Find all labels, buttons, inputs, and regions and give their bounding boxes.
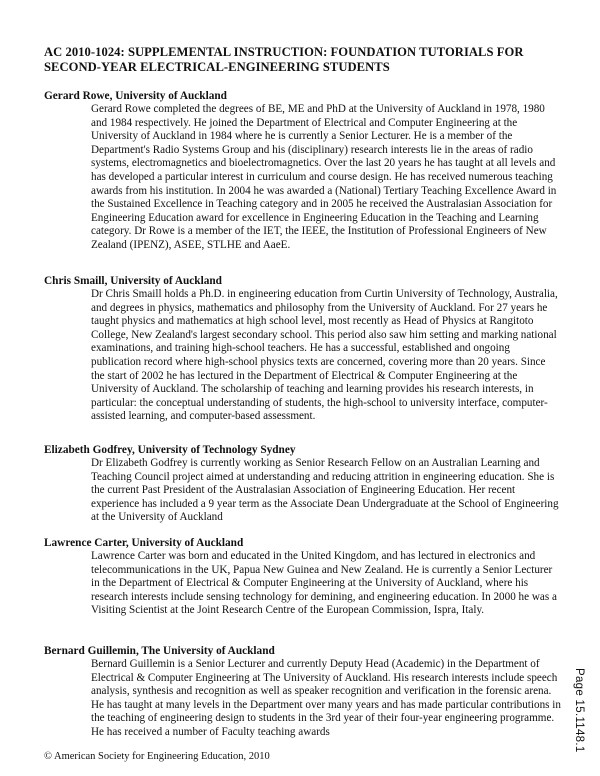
author-block-rowe [44, 89, 564, 253]
author-block-carter [44, 536, 564, 618]
paper-title: AC 2010-1024: SUPPLEMENTAL INSTRUCTION: FOUNDATION TUTORIALS FOR SECOND-YEAR ELECTRICAL-ENGINEERING STUDENTS [44, 45, 524, 74]
author-bio: Dr Elizabeth Godfrey is currently working as Senior Research Fellow on an Australian Learning and Teaching Council project aimed at understanding and reducing attrition in engineering education. She is the current Past President of the Australasian Association of Engineering Education. Her recent experience has included a 9 year term as the Associate Dean Undergraduate at the School of Engineering at the University of Auckland [91, 457, 559, 524]
author-block-smaill [44, 274, 564, 424]
author-block-guillemin [44, 644, 564, 740]
author-name: Chris Smaill, University of Auckland [44, 275, 222, 287]
author-name: Elizabeth Godfrey, University of Technology Sydney [44, 444, 296, 456]
copyright-footer: © American Society for Engineering Education, 2010 [44, 751, 270, 762]
author-name: Gerard Rowe, University of Auckland [44, 90, 227, 102]
author-name: Bernard Guillemin, The University of Auckland [44, 645, 275, 657]
author-bio: Bernard Guillemin is a Senior Lecturer and currently Deputy Head (Academic) in the Department of Electrical & Computer Engineering at The University of Auckland. His research interests include speech analysis, synthesis and recognition as well as speaker recognition and verification in the forensic arena. He has taught at many levels in the Department over many years and has made particular contributions in the teaching of engineering design to students in the 3rd year of their four-year engineering programme. He has received a number of Faculty teaching awards [91, 658, 561, 738]
page-number: Page 15.1148.1 [573, 668, 585, 753]
author-name: Lawrence Carter, University of Auckland [44, 537, 244, 549]
author-bio: Gerard Rowe completed the degrees of BE, ME and PhD at the University of Auckland in 1978, 1980 and 1984 respectively. He joined the Department of Electrical and Computer Engineering at the University of Auckland in 1984 where he is currently a Senior Lecturer. He is a member of the Department's Radio Systems Group and his (disciplinary) research interests lie in the areas of radio systems, electromagnetics and bioelectromagnetics. Over the last 20 years he has taught at all levels and has developed a particular interest in curriculum and course design. He has received numerous teaching awards from his institution. In 2004 he was awarded a (National) Tertiary Teaching Excellence Award in the Sustained Excellence in Teaching category and in 2005 he received the Australasian Association for Engineering Education award for excellence in Engineering Education in the Teaching and Learning category. Dr Rowe is a member of the IET, the IEEE, the Institution of Professional Engineers of New Zealand (IPENZ), ASEE, STLHE and AaeE. [91, 103, 557, 251]
author-bio: Dr Chris Smaill holds a Ph.D. in engineering education from Curtin University of Technology, Australia, and degrees in physics, mathematics and philosophy from the University of Auckland. For 27 years he taught physics and mathematics at high school level, most recently as Head of Physics at Rangitoto College, New Zealand's largest secondary school. This period also saw him setting and marking national examinations, and training high-school teachers. He has a successful, established and ongoing publication record where high-school physics texts are concerned, covering more than 20 years. Since the start of 2002 he has lectured in the Department of Electrical & Computer Engineering at the University of Auckland. The scholarship of teaching and learning provides his research interests, in particular: the conceptual understanding of students, the high-school to university interface, computer-assisted learning, and computer-based assessment. [91, 288, 558, 423]
author-bio: Lawrence Carter was born and educated in the United Kingdom, and has lectured in electronics and telecommunications in the UK, Papua New Guinea and New Zealand. He is currently a Senior Lecturer in the Department of Electrical & Computer Engineering at the University of Auckland, where his research interests include sensing technology for demining, and engineering education. In 2000 he was a Visiting Scientist at the Joint Research Centre of the European Commission, Ispra, Italy. [91, 550, 557, 617]
author-block-godfrey [44, 443, 564, 525]
